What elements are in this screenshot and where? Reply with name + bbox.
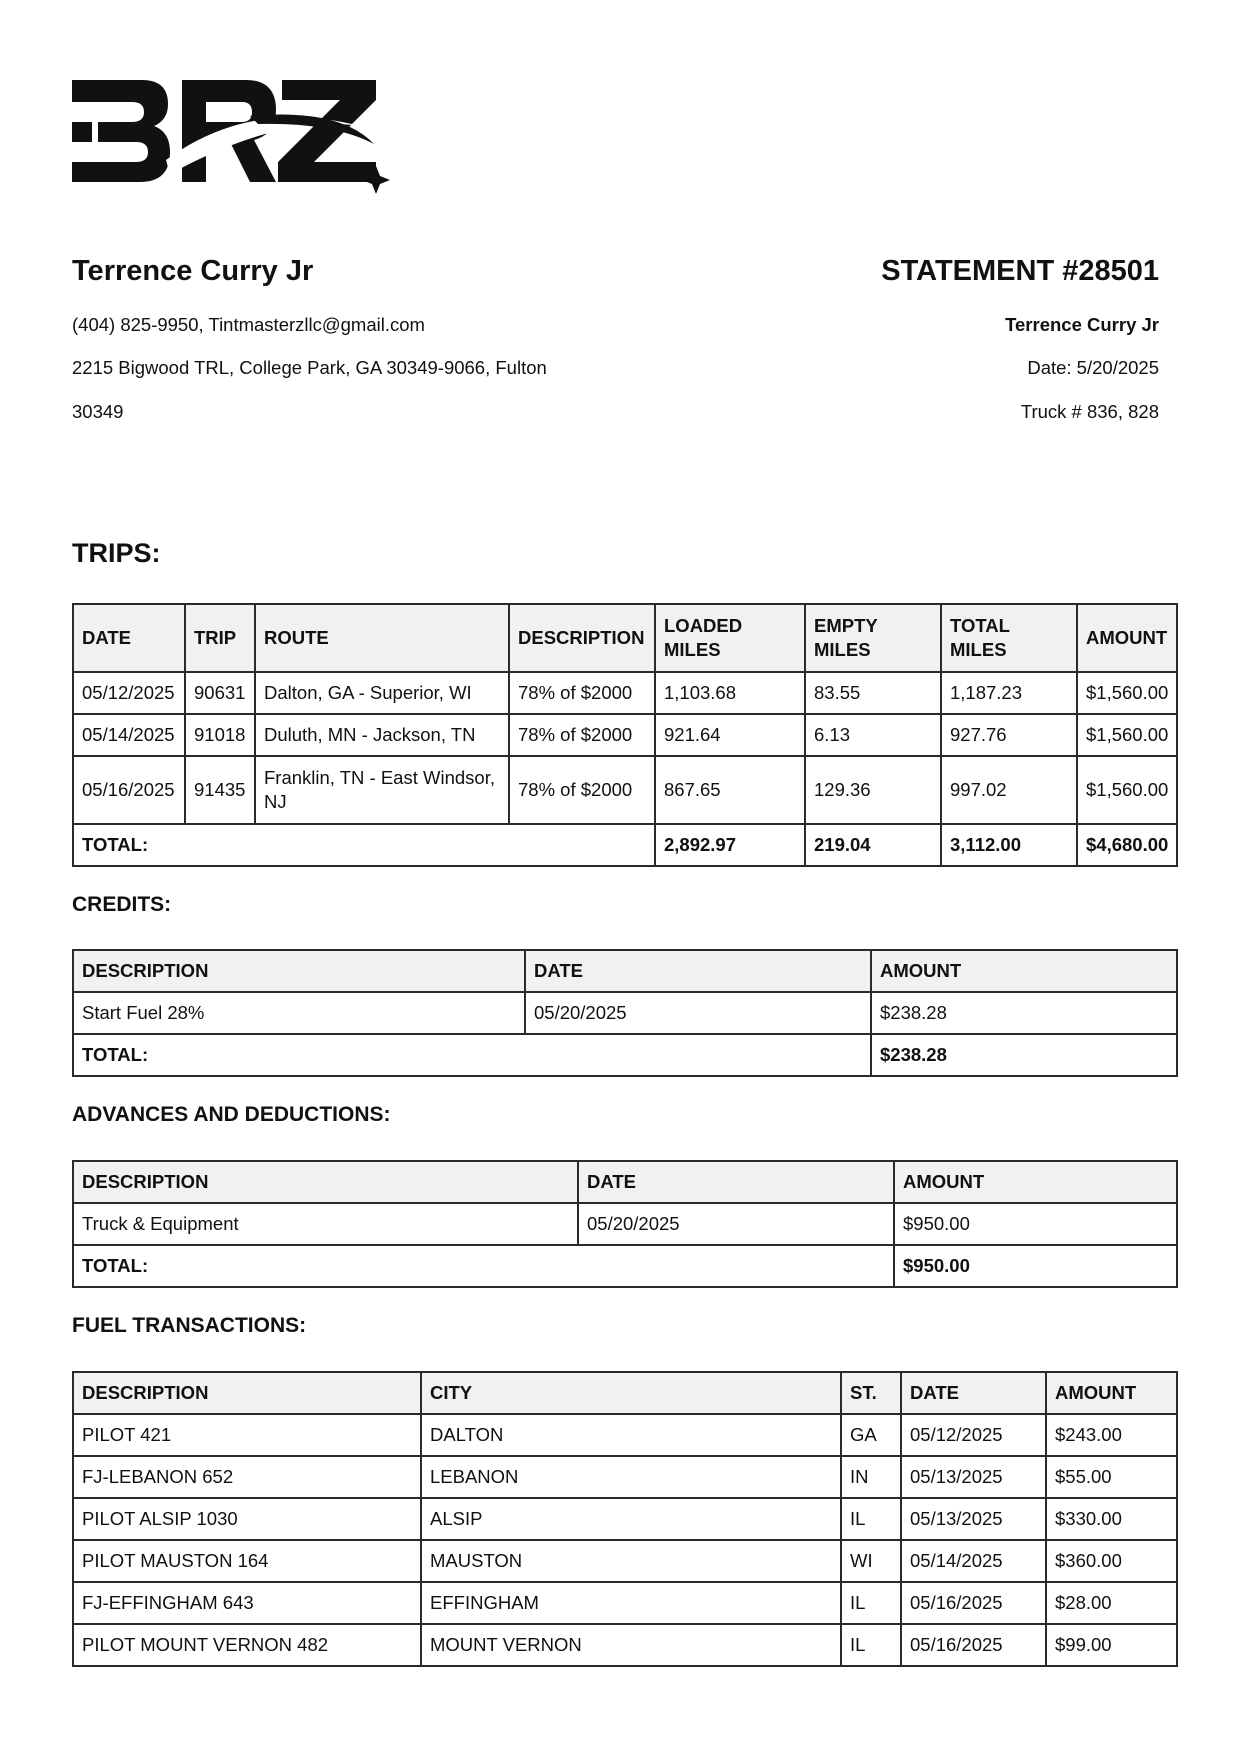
total-row [73, 1245, 1177, 1287]
cell: 921.64 [655, 714, 805, 756]
total-empty-miles: 219.04 [805, 824, 941, 866]
col-header-total-miles: TOTAL MILES [941, 604, 1077, 672]
address-line-2: 30349 [72, 401, 124, 422]
cell: 1,103.68 [655, 672, 805, 714]
credits-header-row [73, 950, 1177, 992]
cell: 78% of $2000 [509, 714, 655, 756]
fuel-header-row [73, 1372, 1177, 1414]
fuel-title: FUEL TRANSACTIONS: [72, 1314, 307, 1337]
cell: $99.00 [1046, 1624, 1177, 1666]
deductions-table [72, 1160, 1178, 1288]
cell: MOUNT VERNON [421, 1624, 841, 1666]
cell: MAUSTON [421, 1540, 841, 1582]
cell: WI [841, 1540, 901, 1582]
cell: Start Fuel 28% [73, 992, 525, 1034]
cell: Dalton, GA - Superior, WI [255, 672, 509, 714]
cell: PILOT MOUNT VERNON 482 [73, 1624, 421, 1666]
col-header-amount: AMOUNT [1077, 604, 1177, 672]
table-row [73, 992, 1177, 1034]
table-row [73, 1498, 1177, 1540]
cell: 05/16/2025 [73, 756, 185, 824]
cell: Duluth, MN - Jackson, TN [255, 714, 509, 756]
col-header-description: DESCRIPTION [73, 950, 525, 992]
table-row [73, 756, 1177, 824]
statement-title: STATEMENT #28501 [881, 255, 1159, 287]
col-header-date: DATE [901, 1372, 1046, 1414]
cell: 05/13/2025 [901, 1456, 1046, 1498]
total-row [73, 1034, 1177, 1076]
col-header-trip: TRIP [185, 604, 255, 672]
fuel-table [72, 1371, 1178, 1667]
col-header-description: DESCRIPTION [73, 1161, 578, 1203]
trips-header-row [73, 604, 1177, 672]
credits-table [72, 949, 1178, 1077]
total-label: TOTAL: [73, 1245, 894, 1287]
cell: 1,187.23 [941, 672, 1077, 714]
company-name: Terrence Curry Jr [72, 255, 314, 287]
total-amount: $950.00 [894, 1245, 1177, 1287]
cell: $28.00 [1046, 1582, 1177, 1624]
cell: 05/14/2025 [73, 714, 185, 756]
cell: IN [841, 1456, 901, 1498]
total-label: TOTAL: [73, 1034, 871, 1076]
cell: IL [841, 1582, 901, 1624]
cell: 05/12/2025 [73, 672, 185, 714]
cell: 05/12/2025 [901, 1414, 1046, 1456]
cell: 90631 [185, 672, 255, 714]
cell: Truck & Equipment [73, 1203, 578, 1245]
col-header-state: ST. [841, 1372, 901, 1414]
cell: 927.76 [941, 714, 1077, 756]
table-row [73, 672, 1177, 714]
trips-title: TRIPS: [72, 538, 161, 568]
total-amount: $238.28 [871, 1034, 1177, 1076]
cell: 05/20/2025 [525, 992, 871, 1034]
cell: $1,560.00 [1077, 672, 1177, 714]
col-header-date: DATE [525, 950, 871, 992]
credits-title: CREDITS: [72, 893, 172, 916]
driver-name: Terrence Curry Jr [1005, 314, 1159, 335]
cell: FJ-EFFINGHAM 643 [73, 1582, 421, 1624]
total-row [73, 824, 1177, 866]
cell: PILOT MAUSTON 164 [73, 1540, 421, 1582]
col-header-city: CITY [421, 1372, 841, 1414]
cell: LEBANON [421, 1456, 841, 1498]
col-header-empty-miles: EMPTY MILES [805, 604, 941, 672]
company-logo [70, 78, 390, 198]
cell: 129.36 [805, 756, 941, 824]
cell: 05/13/2025 [901, 1498, 1046, 1540]
cell: $330.00 [1046, 1498, 1177, 1540]
cell: $1,560.00 [1077, 714, 1177, 756]
table-row [73, 1540, 1177, 1582]
col-header-amount: AMOUNT [1046, 1372, 1177, 1414]
total-label: TOTAL: [73, 824, 655, 866]
cell: 05/16/2025 [901, 1582, 1046, 1624]
col-header-amount: AMOUNT [894, 1161, 1177, 1203]
cell: $360.00 [1046, 1540, 1177, 1582]
truck-numbers: Truck # 836, 828 [1020, 401, 1159, 422]
cell: 83.55 [805, 672, 941, 714]
cell: ALSIP [421, 1498, 841, 1540]
col-header-loaded-miles: LOADED MILES [655, 604, 805, 672]
cell: 05/20/2025 [578, 1203, 894, 1245]
contact-info: (404) 825-9950, Tintmasterzllc@gmail.com [72, 314, 425, 335]
cell: EFFINGHAM [421, 1582, 841, 1624]
table-row [73, 1414, 1177, 1456]
col-header-date: DATE [73, 604, 185, 672]
cell: $243.00 [1046, 1414, 1177, 1456]
cell: PILOT 421 [73, 1414, 421, 1456]
cell: 6.13 [805, 714, 941, 756]
cell: 867.65 [655, 756, 805, 824]
deductions-title: ADVANCES AND DEDUCTIONS: [72, 1103, 391, 1126]
cell: PILOT ALSIP 1030 [73, 1498, 421, 1540]
cell: 05/14/2025 [901, 1540, 1046, 1582]
cell: 78% of $2000 [509, 756, 655, 824]
table-row [73, 714, 1177, 756]
trips-table [72, 603, 1178, 867]
table-row [73, 1203, 1177, 1245]
logo-letter-z [278, 80, 376, 182]
cell: 91018 [185, 714, 255, 756]
cell: $55.00 [1046, 1456, 1177, 1498]
table-row [73, 1582, 1177, 1624]
cell: IL [841, 1624, 901, 1666]
total-total-miles: 3,112.00 [941, 824, 1077, 866]
cell: $1,560.00 [1077, 756, 1177, 824]
table-row [73, 1624, 1177, 1666]
cell: 78% of $2000 [509, 672, 655, 714]
cell: 91435 [185, 756, 255, 824]
cell: 997.02 [941, 756, 1077, 824]
cell: DALTON [421, 1414, 841, 1456]
cell: $238.28 [871, 992, 1177, 1034]
cell: FJ-LEBANON 652 [73, 1456, 421, 1498]
total-amount: $4,680.00 [1077, 824, 1177, 866]
col-header-amount: AMOUNT [871, 950, 1177, 992]
cell: GA [841, 1414, 901, 1456]
cell: $950.00 [894, 1203, 1177, 1245]
deductions-header-row [73, 1161, 1177, 1203]
cell: Franklin, TN - East Windsor, NJ [255, 756, 509, 824]
cell: 05/16/2025 [901, 1624, 1046, 1666]
statement-date: Date: 5/20/2025 [1027, 357, 1159, 378]
col-header-description: DESCRIPTION [509, 604, 655, 672]
table-row [73, 1456, 1177, 1498]
col-header-description: DESCRIPTION [73, 1372, 421, 1414]
col-header-route: ROUTE [255, 604, 509, 672]
cell: IL [841, 1498, 901, 1540]
address-line-1: 2215 Bigwood TRL, College Park, GA 30349-9066, Fulton [72, 357, 547, 378]
total-loaded-miles: 2,892.97 [655, 824, 805, 866]
col-header-date: DATE [578, 1161, 894, 1203]
